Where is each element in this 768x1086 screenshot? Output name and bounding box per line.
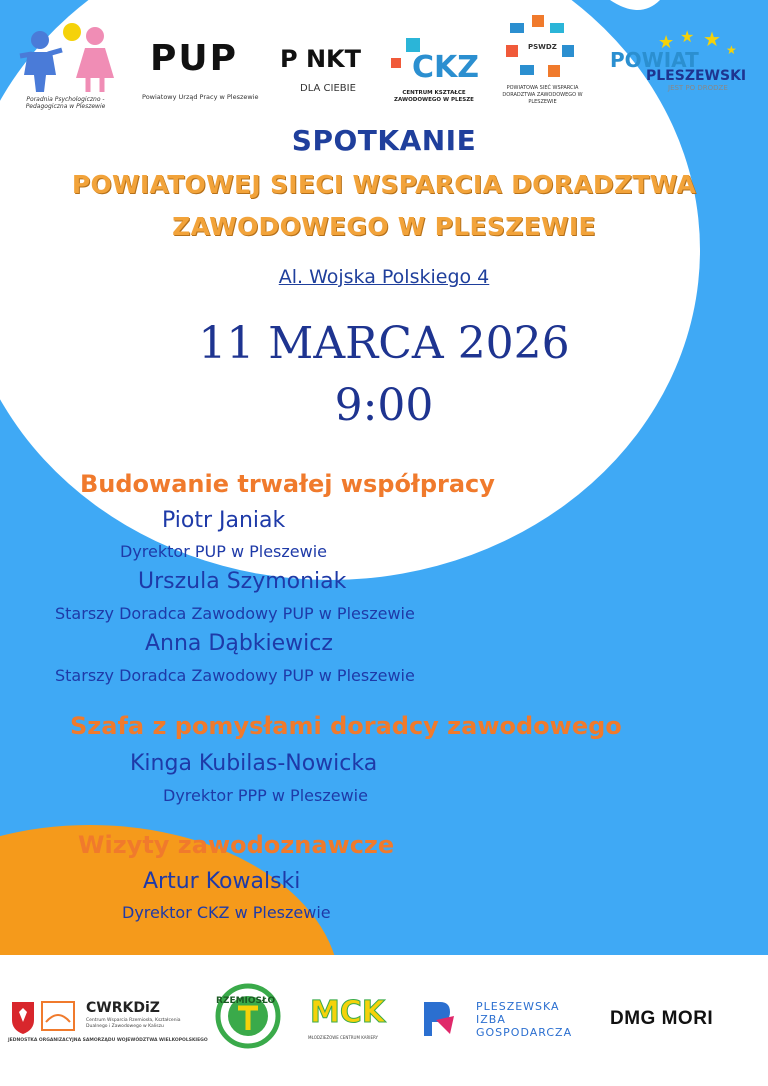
svg-text:★: ★ — [658, 32, 675, 53]
logo-mck — [308, 995, 384, 1045]
logo-ppp — [10, 20, 120, 115]
logo-izba-mark2: IZBA — [476, 1013, 506, 1026]
rzemioslo-emblem-icon — [212, 978, 284, 1050]
logo-punkt-mark: P NKT — [280, 45, 361, 73]
speaker-name: Piotr Janiak — [162, 508, 286, 533]
title-line-2: ZAWODOWEGO W PLESZEWIE — [172, 212, 596, 241]
izba-icon — [420, 998, 456, 1038]
title-line-1: POWIATOWEJ SIECI WSPARCIA DORADZTWA — [71, 170, 697, 199]
speaker-role: Starszy Doradca Zawodowy PUP w Pleszewie — [55, 604, 415, 623]
logo-izba-mark3: GOSPODARCZA — [476, 1026, 573, 1039]
logo-powiat-mark: POWIAT — [610, 48, 699, 72]
section-heading: Szafa z pomysłami doradcy zawodowego — [70, 712, 622, 740]
event-time: 9:00 — [334, 380, 434, 431]
event-date: 11 MARCA 2026 — [198, 318, 570, 369]
logo-mck-mark: MCK — [310, 995, 386, 1030]
svg-text:★: ★ — [680, 28, 695, 46]
svg-text:★: ★ — [703, 28, 721, 51]
speaker-name: Artur Kowalski — [143, 869, 301, 894]
logo-cwrkdiz-mark: CWRKDiZ — [86, 1000, 160, 1016]
logo-pup — [142, 38, 267, 108]
speaker-name: Kinga Kubilas-Nowicka — [130, 751, 378, 776]
speaker-name: Anna Dąbkiewicz — [145, 631, 333, 656]
logo-ppp-text: Poradnia Psychologiczno - Pedagogiczna w Pleszewie — [25, 96, 106, 110]
logo-pup-text: Powiatowy Urząd Pracy w Pleszewie — [142, 93, 259, 101]
speaker-role: Dyrektor CKZ w Pleszewie — [122, 903, 331, 922]
logo-pswdz-mark: PSWDZ — [528, 43, 557, 51]
logo-powiat-mark2: PLESZEWSKI — [646, 68, 747, 84]
logo-cwrkdiz-text: Centrum Wsparcia Rzemiosła, Kształcenia Dualnego i Zawodowego w Kaliszu — [86, 1018, 181, 1029]
svg-text:★: ★ — [726, 43, 737, 57]
event-label: SPOTKANIE — [291, 124, 477, 157]
address — [0, 266, 768, 288]
children-icon — [10, 20, 120, 95]
logo-pswdz — [500, 15, 585, 115]
logo-ckz-text: CENTRUM KSZTAŁCE ZAWODOWEGO W PLESZE — [394, 90, 474, 103]
logo-izba — [420, 998, 573, 1042]
logo-mck-text: MŁODZIEŻOWE CENTRUM KARIERY — [308, 1035, 378, 1040]
address-text: Al. Wojska Polskiego 4 — [278, 266, 490, 288]
coat-of-arms-icon — [8, 998, 78, 1034]
logo-punkt — [280, 45, 380, 105]
speaker-role: Starszy Doradca Zawodowy PUP w Pleszewie — [55, 666, 415, 685]
logo-rzemioslo-mark: RZEMIOSŁO — [216, 996, 276, 1006]
logo-powiat-text: JEST PO DRODZE — [668, 84, 728, 92]
logo-pswdz-text: POWIATOWA SIEĆ WSPARCIA DORADZTWA ZAWODOWEGO W PLESZEWIE — [502, 85, 583, 105]
section-heading: Budowanie trwałej współpracy — [80, 470, 495, 498]
speaker-role: Dyrektor PUP w Pleszewie — [120, 542, 328, 561]
logo-punkt-text: DLA CIEBIE — [300, 83, 356, 94]
logo-rzemioslo — [212, 978, 284, 1050]
logo-ckz-mark: CKZ — [412, 50, 480, 85]
logo-pup-mark: PUP — [150, 38, 239, 79]
logo-izba-mark: PLESZEWSKA — [476, 1000, 560, 1013]
speaker-role: Dyrektor PPP w Pleszewie — [163, 786, 368, 805]
logo-dmg-mori: DMG MORI — [610, 1008, 714, 1029]
logo-ckz — [386, 30, 481, 110]
logo-cwrkdiz — [8, 998, 208, 1048]
speaker-name: Urszula Szymoniak — [138, 569, 347, 594]
section-heading: Wizyty zawodoznawcze — [78, 831, 395, 859]
logo-cwrkdiz-text2: JEDNOSTKA ORGANIZACYJNA SAMORZĄDU WOJEWÓDZTWA WIELKOPOLSKIEGO — [8, 1038, 208, 1043]
logo-powiat — [608, 28, 748, 98]
